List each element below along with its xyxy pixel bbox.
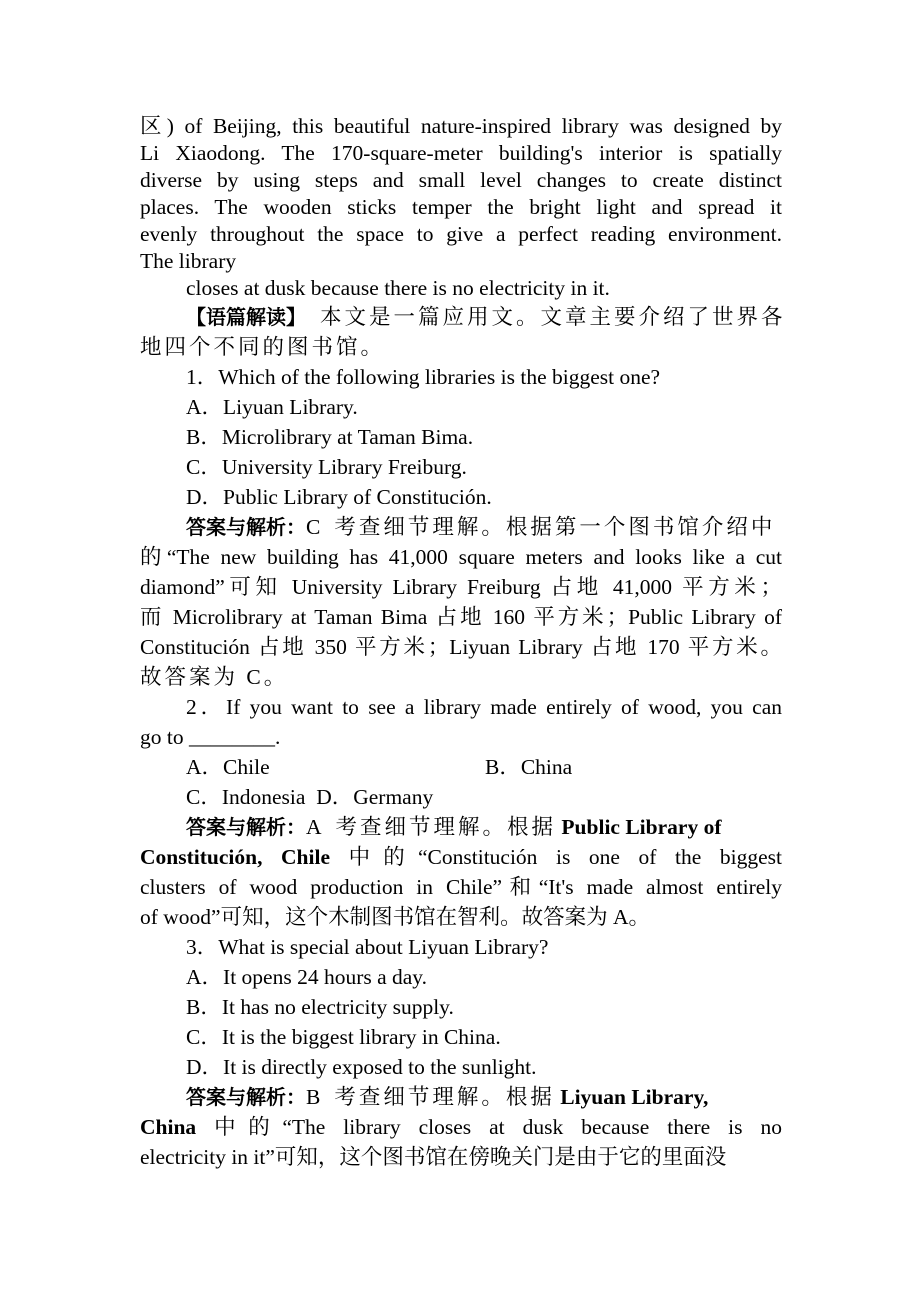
passage-line: closes at dusk because there is no electricity in it. [186,276,610,300]
question-3-option-b: B．It has no electricity supply. [186,995,454,1019]
explanation-line: 故答案为 C。 [140,665,289,689]
explanation-line: China 中的“The library closes at dusk because there is no [140,1115,782,1139]
question-2-option-a: A．Chile [186,755,270,779]
reading-label: 【语篇解读】 [186,305,306,329]
question-3-answer: 答案与解析：B 考查细节理解。根据 Liyuan Library, [186,1085,709,1109]
reading-summary [140,302,786,332]
question-1-option-a: A．Liyuan Library. [186,395,358,419]
question-2-option-c: C．Indonesia [186,785,306,809]
question-3-option-c: C．It is the biggest library in China. [186,1025,501,1049]
explanation-line: 而 Microlibrary at Taman Bima 占地 160 平方米；Public Library of [140,605,782,629]
explanation-line: electricity in it”可知，这个图书馆在傍晚关门是由于它的里面没 [140,1145,727,1169]
answer-label: 答案与解析： [186,1085,306,1109]
question-2-options-row1 [140,752,782,782]
reading-text: 本文是一篇应用文。文章主要介绍了世界各 [320,305,786,329]
question-1-option-d: D．Public Library of Constitución. [186,485,492,509]
passage-paragraph [140,113,782,302]
explanation-line: Constitución, Chile 中的“Constitución is one of the biggest [140,845,782,869]
answer-letter: B [306,1085,321,1109]
question-1-stem: 1．Which of the following libraries is the biggest one? [186,365,661,389]
question-3-option-a: A．It opens 24 hours a day. [186,965,428,989]
answer-label: 答案与解析： [186,815,306,839]
explanation-line: of wood”可知，这个木制图书馆在智利。故答案为 A。 [140,905,651,929]
answer-letter: C [306,515,321,539]
reading-text-cont: 地四个不同的图书馆。 [140,335,386,359]
question-2-stem-cont: go to ________. [140,725,281,749]
question-2-option-d: D．Germany [316,785,434,809]
explanation-line: 的“The new building has 41,000 square meters and looks like a cut [140,545,782,569]
passage-line: diverse by using steps and small level changes to create distinct [140,168,782,192]
passage-line: places. The wooden sticks temper the bright light and spread it [140,195,782,219]
answer-letter: A [306,815,322,839]
question-2-option-b: B．China [485,755,573,779]
explanation-line: Constitución 占地 350 平方米；Liyuan Library 占地 170 平方米。 [140,635,782,659]
question-1-option-b: B．Microlibrary at Taman Bima. [186,425,474,449]
question-1-option-c: C．University Library Freiburg. [186,455,467,479]
question-1-answer: 答案与解析：C 考查细节理解。根据第一个图书馆介绍中 [186,515,776,539]
document-page [140,113,786,1172]
passage-line: The library [140,249,237,273]
passage-line: 区) of Beijing, this beautiful nature-inspired library was designed by [140,114,782,138]
passage-line: Li Xiaodong. The 170-square-meter building's interior is spatially [140,141,782,165]
explanation-line: diamond”可知 University Library Freiburg 占地 41,000 平方米； [140,575,782,599]
answer-label: 答案与解析： [186,515,306,539]
question-2-answer: 答案与解析：A 考查细节理解。根据 Public Library of [186,815,722,839]
question-2-stem: 2．If you want to see a library made entirely of wood, you can [186,695,782,719]
passage-line: evenly throughout the space to give a perfect reading environment. [140,222,782,246]
question-3-stem: 3．What is special about Liyuan Library? [186,935,549,959]
explanation-line: clusters of wood production in Chile”和“It's made almost entirely [140,875,782,899]
question-3-option-d: D．It is directly exposed to the sunlight. [186,1055,537,1079]
question-2-options-row2 [140,782,782,812]
